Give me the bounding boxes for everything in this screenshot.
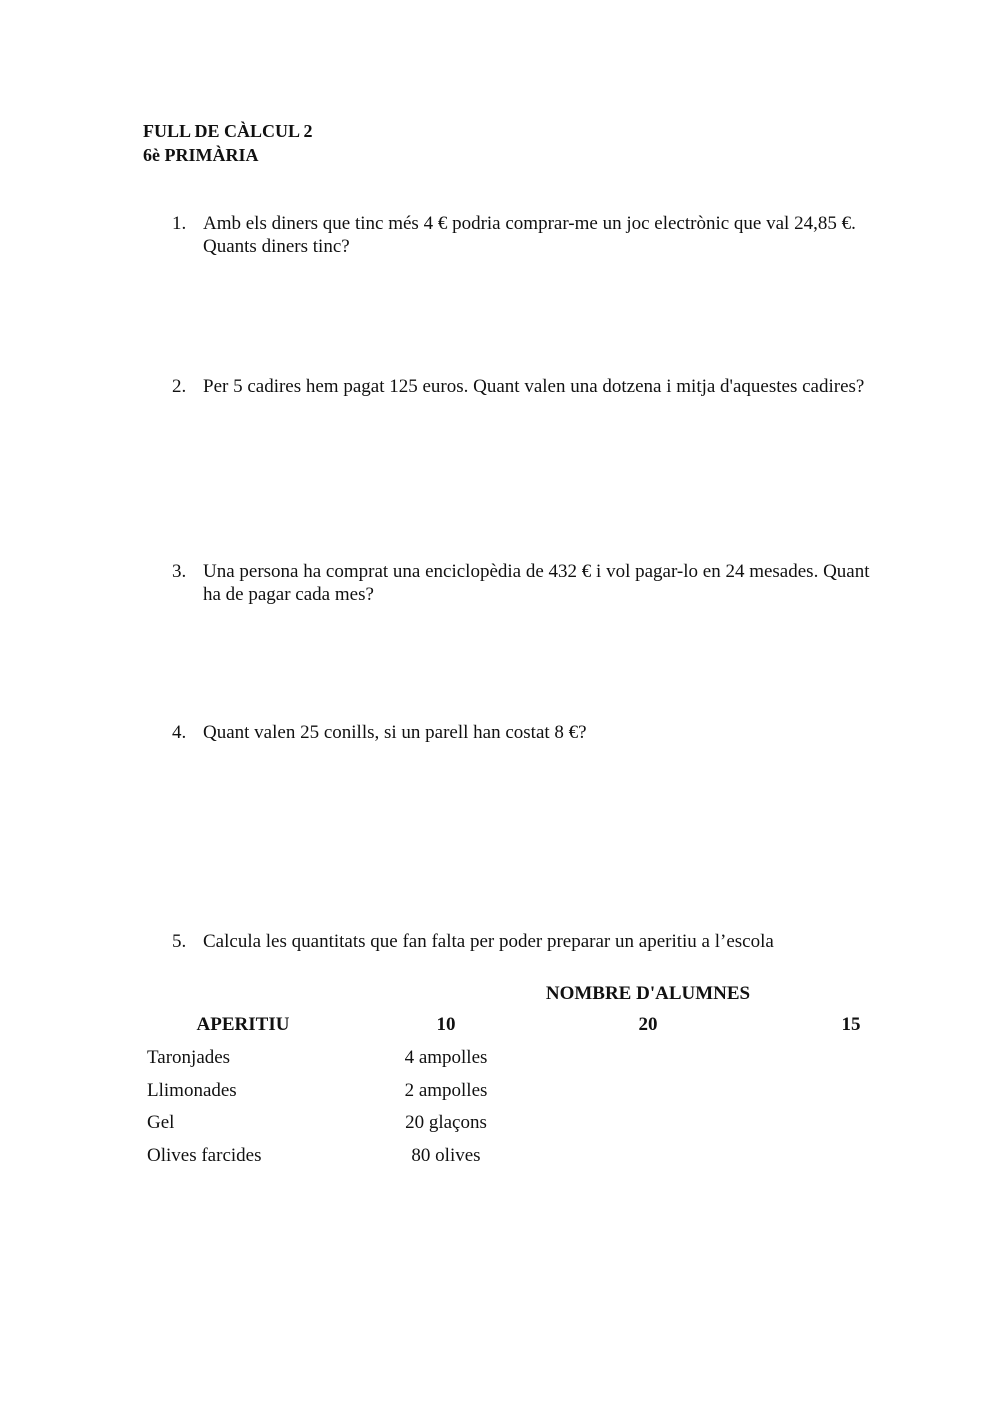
question-2 — [172, 375, 872, 398]
question-text: Una persona ha comprat una enciclopèdia de 432 € i vol pagar-lo en 24 mesades. Quant ha de pagar cada mes? — [203, 561, 870, 605]
worksheet-title: FULL DE CÀLCUL 2 — [143, 121, 313, 141]
table-header-15: 15 — [841, 1014, 861, 1035]
question-number: 4. — [172, 722, 187, 743]
question-1 — [172, 212, 872, 258]
question-number: 5. — [172, 931, 187, 952]
question-text: Quant valen 25 conills, si un parell han costat 8 €? — [203, 722, 587, 743]
question-number: 3. — [172, 561, 187, 582]
table-group-header: NOMBRE D'ALUMNES — [545, 983, 751, 1004]
question-text: Calcula les quantitats que fan falta per poder preparar un aperitiu a l’escola — [203, 931, 774, 952]
table-header-aperitiu: APERITIU — [196, 1014, 290, 1035]
question-text: Amb els diners que tinc més 4 € podria comprar-me un joc electrònic que val 24,85 €. Quants diners tinc? — [203, 213, 856, 257]
table-header-10: 10 — [436, 1014, 456, 1035]
question-4 — [172, 721, 872, 744]
question-number: 2. — [172, 376, 187, 397]
table-cell-item: Olives farcides — [147, 1145, 262, 1166]
question-3 — [172, 560, 872, 606]
question-5 — [172, 930, 872, 953]
table-cell-item: Taronjades — [147, 1047, 231, 1068]
table-cell-qty10: 4 ampolles — [404, 1047, 488, 1068]
table-cell-qty10: 20 glaçons — [405, 1112, 487, 1133]
table-cell-qty10: 2 ampolles — [404, 1080, 488, 1101]
table-cell-item: Gel — [147, 1112, 175, 1133]
table-cell-item: Llimonades — [147, 1080, 237, 1101]
table-header-20: 20 — [638, 1014, 658, 1035]
table-cell-qty10: 80 olives — [411, 1145, 481, 1166]
question-number: 1. — [172, 213, 187, 234]
question-text: Per 5 cadires hem pagat 125 euros. Quant valen una dotzena i mitja d'aquestes cadires? — [203, 376, 865, 397]
worksheet-grade: 6è PRIMÀRIA — [143, 145, 259, 165]
